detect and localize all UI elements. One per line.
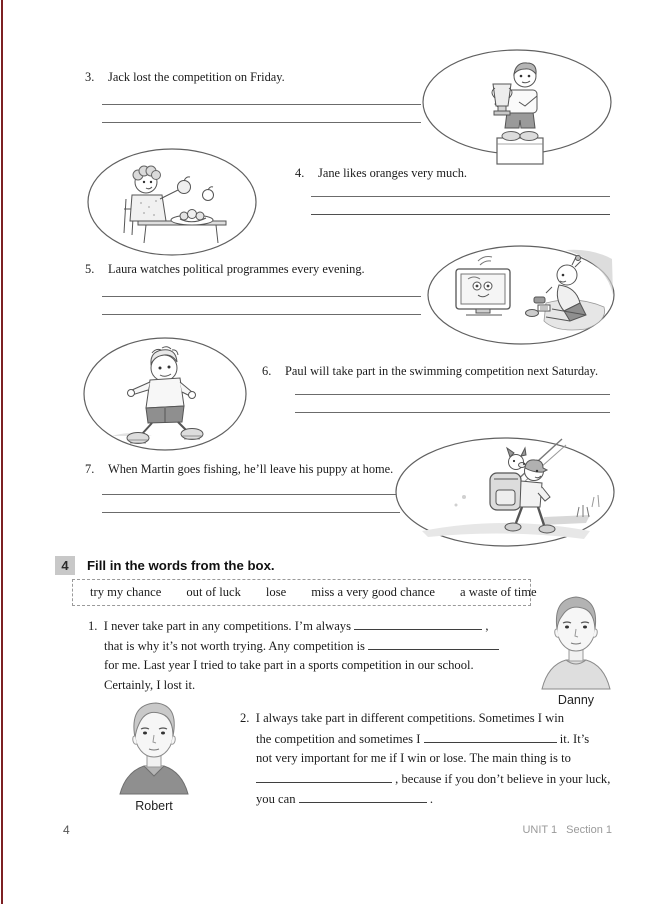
task2-line-1 [240, 711, 564, 726]
section-4-header [55, 556, 275, 575]
answer-line[interactable] [311, 214, 610, 215]
task2-line5-after: . [429, 792, 433, 806]
task2-line2-text: the competition and sometimes I [256, 732, 421, 746]
answer-line[interactable] [311, 196, 610, 197]
answer-blank[interactable] [354, 618, 482, 630]
sentence-4-text: Jane likes oranges very much. [318, 166, 467, 180]
sentence-5 [85, 262, 365, 277]
portrait-robert [112, 696, 196, 798]
illustration-boy-hiking-with-puppy [394, 437, 618, 549]
task1-number: 1. [88, 619, 98, 633]
answer-line[interactable] [295, 412, 610, 413]
illustration-girl-eating-fruit [86, 147, 258, 259]
sentence-6 [262, 364, 598, 379]
task2-line-2 [256, 731, 589, 747]
portrait-danny [536, 589, 616, 693]
danny-drawing [536, 589, 616, 693]
word-box [72, 579, 537, 606]
word-box-item: lose [265, 585, 287, 599]
section-title: Fill in the words from the box. [87, 558, 275, 573]
task2-line5-text: you can [256, 792, 296, 806]
word-box-item: miss a very good chance [311, 585, 436, 599]
footer-unit-section [522, 824, 612, 836]
task2-number: 2. [240, 711, 250, 725]
task1-line1-after: , [485, 619, 489, 633]
task1-line1-text: I never take part in any competitions. I’m always [103, 619, 351, 633]
page-number: 4 [63, 823, 70, 837]
section-number-badge: 4 [55, 556, 75, 575]
sentence-7-text: When Martin goes fishing, he’ll leave his puppy at home. [108, 462, 394, 476]
task2-line2-after: it. It’s [559, 732, 590, 746]
footer-unit: UNIT 1 [522, 824, 558, 836]
girl-watching-tv-drawing [426, 245, 618, 347]
boy-running-drawing [82, 336, 250, 454]
answer-line[interactable] [102, 314, 421, 315]
task2-line1-text: I always take part in different competitions. Sometimes I win [255, 711, 564, 725]
sentence-3-text: Jack lost the competition on Friday. [108, 70, 285, 84]
sentence-3 [85, 70, 285, 85]
answer-line[interactable] [102, 512, 400, 513]
boy-hiking-drawing [394, 437, 618, 549]
sentence-3-number: 3. [85, 70, 95, 84]
caption-robert: Robert [135, 799, 173, 813]
sentence-7-number: 7. [85, 462, 95, 476]
answer-blank[interactable] [299, 791, 427, 803]
boy-with-trophy-drawing [421, 48, 613, 170]
sentence-7 [85, 462, 393, 477]
task1-line-4: Certainly, I lost it. [104, 678, 196, 692]
sentence-4 [295, 166, 467, 181]
task2-line-3: not very important for me if I win or lose. The main thing is to [256, 751, 571, 765]
task2-line4-after: , because if you don’t believe in your luck, [395, 772, 611, 786]
sentence-4-number: 4. [295, 166, 305, 180]
page-edge-accent [1, 0, 3, 904]
word-box-item: out of luck [186, 585, 241, 599]
task1-line-2 [104, 638, 499, 654]
task2-line-5 [256, 791, 433, 807]
task1-line2-text: that is why it’s not worth trying. Any competition is [104, 639, 365, 653]
footer-section: Section 1 [566, 824, 612, 836]
sentence-5-text: Laura watches political programmes every evening. [108, 262, 365, 276]
sentence-5-number: 5. [85, 262, 95, 276]
task1-line-3: for me. Last year I tried to take part in a sports competition in our school. [104, 658, 474, 672]
sentence-6-text: Paul will take part in the swimming competition next Saturday. [285, 364, 599, 378]
answer-blank[interactable] [368, 638, 499, 650]
task2-line-4 [256, 771, 610, 787]
illustration-boy-with-trophy [421, 48, 613, 170]
caption-danny: Danny [557, 693, 595, 707]
illustration-girl-watching-tv [426, 245, 618, 347]
girl-eating-fruit-drawing [86, 147, 258, 259]
illustration-boy-running [82, 336, 250, 454]
robert-drawing [112, 696, 196, 798]
answer-line[interactable] [102, 296, 421, 297]
answer-blank[interactable] [424, 731, 557, 743]
answer-line[interactable] [102, 122, 421, 123]
word-box-item: a waste of time [460, 585, 537, 599]
answer-blank[interactable] [256, 771, 392, 783]
task1-line-1 [88, 618, 488, 634]
word-box-item: try my chance [90, 585, 162, 599]
answer-line[interactable] [102, 494, 400, 495]
answer-line[interactable] [295, 394, 610, 395]
sentence-6-number: 6. [262, 364, 272, 378]
answer-line[interactable] [102, 104, 421, 105]
